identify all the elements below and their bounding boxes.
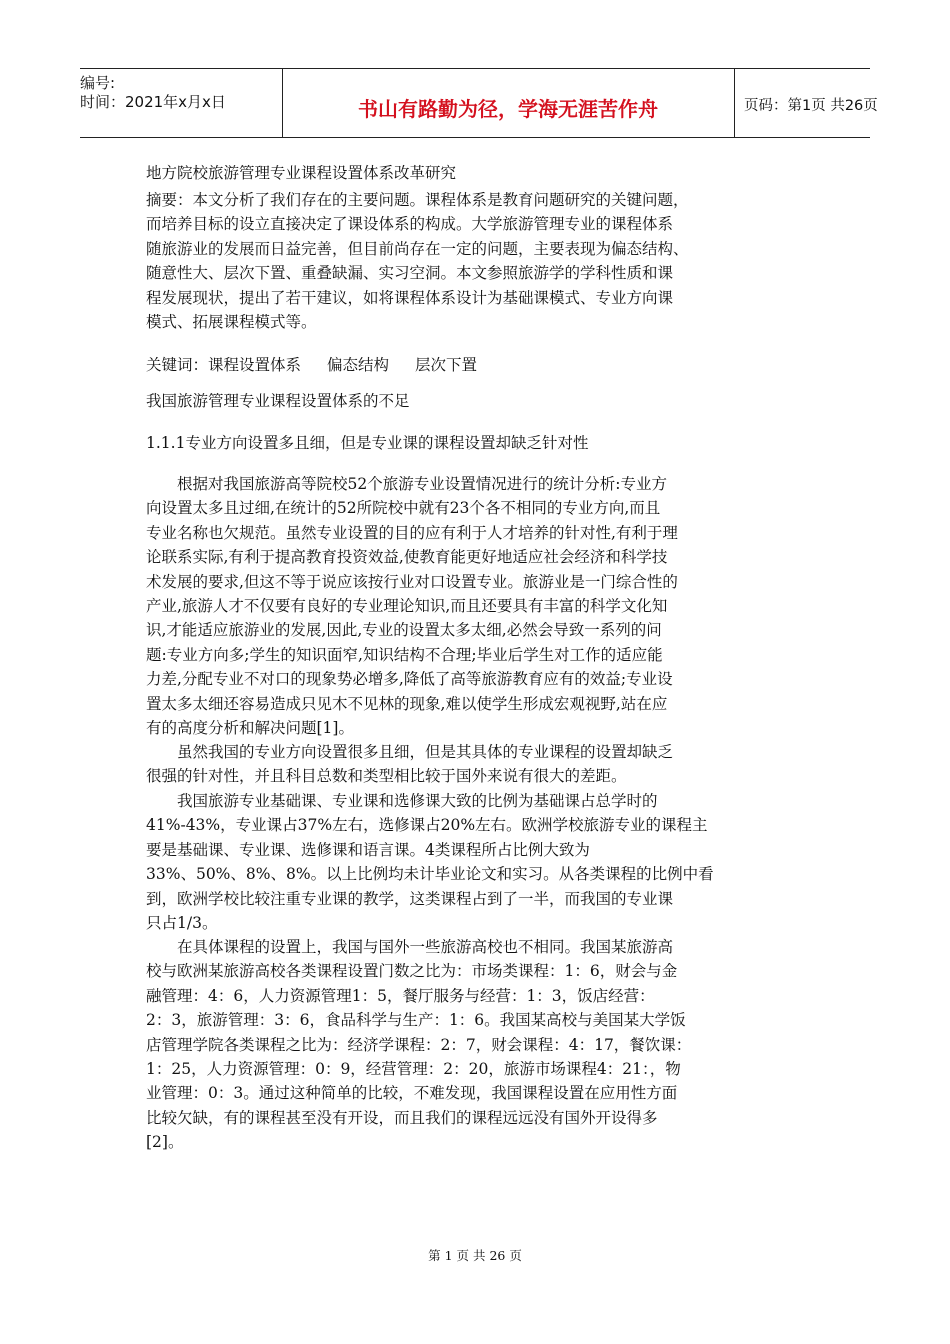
page-header (80, 68, 878, 138)
keywords-line (146, 353, 503, 375)
text-line: [2]。 (146, 1133, 184, 1152)
document-date-label: 时间：2021年x月x日 (80, 93, 226, 111)
body-paragraph-2 (146, 740, 806, 789)
body-paragraph-1 (146, 472, 806, 740)
text-line: 置太多太细还容易造成只见木不见林的现象,难以使学生形成宏观视野,站在应 (146, 694, 668, 713)
text-line: 很强的针对性，并且科目总数和类型相比较于国外来说有很大的差距。 (146, 767, 627, 786)
text-line: 我国旅游专业基础课、专业课和选修课大致的比例为基础课占总学时的 (146, 792, 658, 810)
keyword-item: 偏态结构 (327, 356, 390, 374)
text-line: 模式、拓展课程模式等。 (146, 312, 317, 331)
text-line: 校与欧洲某旅游高校各类课程设置门数之比为：市场类课程：1：6，财会与金 (146, 962, 678, 981)
keyword-item: 层次下置 (415, 356, 478, 374)
text-line: 虽然我国的专业方向设置很多且细，但是其具体的专业课程的设置却缺乏 (146, 743, 674, 761)
text-line: 有的高度分析和解决问题[1]。 (146, 718, 354, 737)
page-footer: 第 1 页 共 26 页 (428, 1248, 522, 1263)
text-line: 随旅游业的发展而日益完善，但目前尚存在一定的问题，主要表现为偏态结构、 (146, 239, 689, 258)
header-info-cell (80, 69, 283, 137)
header-page-cell (734, 69, 878, 137)
text-line: 论联系实际,有利于提高教育投资效益,使教育能更好地适应社会经济和科学技 (146, 548, 668, 567)
text-line: 向设置太多且过细,在统计的52所院校中就有23个各不相同的专业方向,而且 (146, 499, 661, 518)
text-line: 而培养目标的设立直接决定了课设体系的构成。大学旅游管理专业的课程体系 (146, 215, 674, 234)
text-line: 随意性大、层次下置、重叠缺漏、实习空洞。本文参照旅游学的学科性质和课 (146, 264, 674, 283)
abstract-paragraph (146, 188, 806, 334)
text-line: 要是基础课、专业课、选修课和语言课。4类课程所占比例大致为 (146, 840, 590, 859)
section-heading: 我国旅游管理专业课程设置体系的不足 (146, 392, 410, 410)
subsection-heading: 1.1.1专业方向设置多且细，但是专业课的课程设置却缺乏针对性 (146, 434, 589, 452)
text-line: 程发展现状，提出了若干建议，如将课程体系设计为基础课模式、专业方向课 (146, 288, 674, 307)
text-line: 2：3，旅游管理：3：6，食品科学与生产：1：6。我国某高校与美国某大学饭 (146, 1011, 686, 1030)
text-line: 到，欧洲学校比较注重专业课的教学，这类课程占到了一半，而我国的专业课 (146, 889, 674, 908)
document-number-label: 编号: (80, 74, 116, 92)
text-line: 根据对我国旅游高等院校52个旅游专业设置情况进行的统计分析:专业方 (146, 475, 667, 493)
text-line: 比较欠缺，有的课程甚至没有开设，而且我们的课程远远没有国外开设得多 (146, 1108, 658, 1127)
text-line: 41%-43%，专业课占37%左右，选修课占20%左右。欧洲学校旅游专业的课程主 (146, 816, 708, 835)
text-line: 专业名称也欠规范。虽然专业设置的目的应有利于人才培养的针对性,有利于理 (146, 523, 678, 542)
header-motto-cell (282, 69, 735, 137)
header-page-number: 页码：第1页 共26页 (744, 98, 878, 114)
text-line: 产业,旅游人才不仅要有良好的专业理论知识,而且还要具有丰富的科学文化知 (146, 596, 668, 615)
text-line: 力差,分配专业不对口的现象势必增多,降低了高等旅游教育应有的效益;专业设 (146, 670, 673, 689)
text-line: 摘要：本文分析了我们存在的主要问题。课程体系是教育问题研究的关键问题， (146, 191, 689, 209)
text-line: 在具体课程的设置上，我国与国外一些旅游高校也不相同。我国某旅游高 (146, 938, 674, 956)
text-line: 术发展的要求,但这不等于说应该按行业对口设置专业。旅游业是一门综合性的 (146, 572, 678, 591)
text-line: 识,才能适应旅游业的发展,因此,专业的设置太多太细,必然会导致一系列的问 (146, 621, 662, 640)
body-paragraph-3 (146, 789, 806, 935)
keyword-item: 课程设置体系 (208, 356, 302, 374)
text-line: 只占1/3。 (146, 913, 218, 932)
text-line: 融管理：4：6，人力资源管理1：5，餐厅服务与经营：1：3，饭店经营： (146, 986, 655, 1005)
text-line: 33%、50%、8%、8%。以上比例均未计毕业论文和实习。从各类课程的比例中看 (146, 865, 714, 884)
text-line: 业管理：0：3。通过这种简单的比较，不难发现，我国课程设置在应用性方面 (146, 1084, 678, 1103)
text-line: 店管理学院各类课程之比为：经济学课程：2：7，财会课程：4：17，餐饮课： (146, 1035, 692, 1054)
header-motto: 书山有路勤为径，学海无涯苦作舟 (358, 97, 658, 121)
document-title: 地方院校旅游管理专业课程设置体系改革研究 (146, 164, 457, 182)
body-paragraph-4 (146, 935, 806, 1155)
text-line: 1：25，人力资源管理：0：9，经营管理：2：20，旅游市场课程4：21：，物 (146, 1059, 681, 1078)
keywords-label: 关键词： (146, 356, 209, 374)
text-line: 题:专业方向多;学生的知识面窄,知识结构不合理;毕业后学生对工作的适应能 (146, 645, 663, 664)
